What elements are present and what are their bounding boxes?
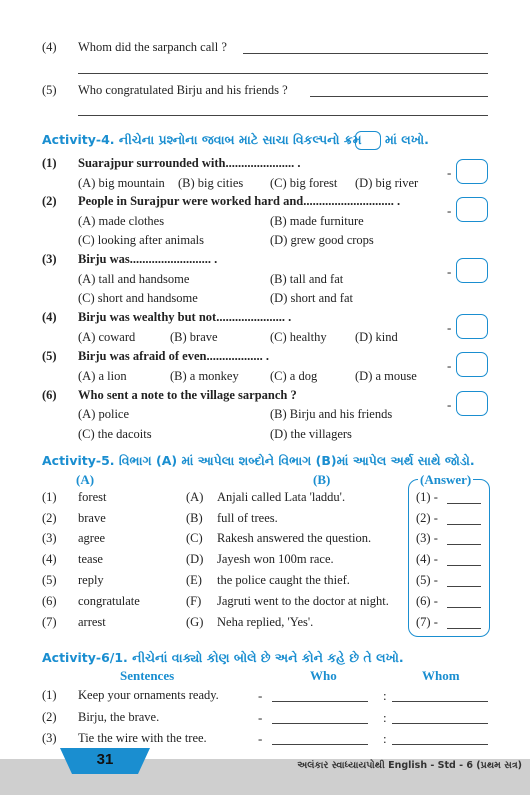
word: congratulate [78, 594, 140, 608]
sentence: Keep your ornaments ready. [78, 688, 219, 702]
word: brave [78, 511, 106, 525]
question-number: (1) [42, 156, 57, 170]
question-text: Suarajpur surrounded with...................... . [78, 156, 301, 170]
answer-label: (1) - [416, 490, 438, 504]
meaning: the police caught the thief. [217, 573, 350, 587]
sentence: Birju, the brave. [78, 710, 160, 724]
question-text: Birju was afraid of even.................. . [78, 349, 269, 363]
dash: - [258, 688, 263, 703]
whom-blank[interactable] [392, 744, 488, 745]
row-number: (2) [42, 710, 57, 724]
answer-blank[interactable] [447, 524, 481, 525]
colon: : [383, 710, 387, 725]
answer-label: (4) - [416, 552, 438, 566]
dash: - [258, 731, 263, 746]
word: agree [78, 531, 106, 545]
option[interactable]: (A) tall and handsome [78, 272, 190, 286]
answer-label: (2) - [416, 511, 438, 525]
row-number: (5) [42, 573, 57, 587]
question-number: (5) [42, 349, 57, 363]
answer-line[interactable] [243, 53, 488, 54]
answer-column-header: (Answer) [420, 472, 472, 487]
question-text: Who sent a note to the village sarpanch ? [78, 388, 297, 402]
activity-5-title: Activity-5. વિભાગ (A) માં આપેલા શબ્દોને વિભાગ (B)માં આપેલ અર્થ સાથે જોડો. [42, 453, 475, 468]
row-number: (4) [42, 552, 57, 566]
answer-box-icon [355, 131, 381, 150]
question-number: (4) [42, 40, 57, 54]
option[interactable]: (B) made furniture [270, 214, 364, 228]
option[interactable]: (A) coward [78, 330, 136, 344]
answer-blank[interactable] [447, 503, 481, 504]
dash: - [447, 203, 452, 218]
meaning-letter: (G) [186, 615, 204, 629]
meaning: Jayesh won 100m race. [217, 552, 334, 566]
dash: - [447, 358, 452, 373]
row-number: (3) [42, 531, 57, 545]
option[interactable]: (C) short and handsome [78, 291, 198, 305]
word: arrest [78, 615, 106, 629]
question-text: Birju was wealthy but not...................... . [78, 310, 292, 324]
question-number: (4) [42, 310, 57, 324]
meaning: full of trees. [217, 511, 278, 525]
question-text: Birju was.......................... . [78, 252, 218, 266]
meaning-letter: (A) [186, 490, 204, 504]
option[interactable]: (A) a lion [78, 369, 127, 383]
dash: - [447, 165, 452, 180]
answer-blank[interactable] [447, 607, 481, 608]
meaning-letter: (E) [186, 573, 202, 587]
whom-header: Whom [422, 668, 460, 683]
colon: : [383, 731, 387, 746]
row-number: (3) [42, 731, 57, 745]
meaning: Jagruti went to the doctor at night. [217, 594, 389, 608]
meaning: Rakesh answered the question. [217, 531, 372, 545]
option[interactable]: (D) big river [355, 176, 419, 190]
column-a-header: (A) [76, 472, 95, 487]
meaning-letter: (B) [186, 511, 203, 525]
question-text: People in Surajpur were worked hard and............................. . [78, 194, 401, 208]
row-number: (6) [42, 594, 57, 608]
activity-4-title-suffix: માં લખો. [385, 132, 429, 147]
row-number: (1) [42, 490, 57, 504]
answer-blank[interactable] [447, 565, 481, 566]
answer-box[interactable] [456, 258, 488, 283]
word: reply [78, 573, 104, 587]
answer-blank[interactable] [447, 628, 481, 629]
option[interactable]: (C) the dacoits [78, 427, 152, 441]
question-number: (6) [42, 388, 57, 402]
who-blank[interactable] [272, 744, 368, 745]
answer-label: (6) - [416, 594, 438, 608]
answer-blank[interactable] [447, 586, 481, 587]
option[interactable]: (B) big cities [178, 176, 244, 190]
option[interactable]: (A) big mountain [78, 176, 165, 190]
answer-label: (7) - [416, 615, 438, 629]
word: tease [78, 552, 103, 566]
column-b-header: (B) [313, 472, 331, 487]
option[interactable]: (C) looking after animals [78, 233, 205, 247]
question-number: (3) [42, 252, 57, 266]
row-number: (7) [42, 615, 57, 629]
option[interactable]: (B) tall and fat [270, 272, 344, 286]
answer-line[interactable] [78, 73, 488, 74]
option[interactable]: (D) a mouse [355, 369, 417, 383]
whom-blank[interactable] [392, 723, 488, 724]
option[interactable]: (C) healthy [270, 330, 327, 344]
option[interactable]: (D) kind [355, 330, 398, 344]
option[interactable]: (B) a monkey [170, 369, 239, 383]
who-blank[interactable] [272, 701, 368, 702]
option[interactable]: (A) police [78, 407, 130, 421]
activity-4-title: Activity-4. નીચેના પ્રશ્નોના જવાબ માટે સાચા વિકલ્પનો ક્રમ [42, 132, 362, 147]
answer-line[interactable] [310, 96, 488, 97]
option[interactable]: (C) a dog [270, 369, 318, 383]
question-number: (2) [42, 194, 57, 208]
option[interactable]: (C) big forest [270, 176, 338, 190]
question-text: Whom did the sarpanch call ? [78, 40, 227, 54]
row-number: (1) [42, 688, 57, 702]
option[interactable]: (B) brave [170, 330, 218, 344]
answer-box[interactable] [456, 391, 488, 416]
meaning-letter: (F) [186, 594, 202, 608]
answer-label: (5) - [416, 573, 438, 587]
answer-blank[interactable] [447, 544, 481, 545]
meaning: Anjali called Lata 'laddu'. [217, 490, 346, 504]
option[interactable]: (D) short and fat [270, 291, 353, 305]
dash: - [258, 710, 263, 725]
whom-blank[interactable] [392, 701, 488, 702]
sentences-header: Sentences [120, 668, 175, 683]
answer-box[interactable] [456, 352, 488, 377]
row-number: (2) [42, 511, 57, 525]
dash: - [447, 264, 452, 279]
who-blank[interactable] [272, 723, 368, 724]
dash: - [447, 397, 452, 412]
who-header: Who [310, 668, 337, 683]
answer-line[interactable] [78, 115, 488, 116]
dash: - [447, 320, 452, 335]
answer-box[interactable] [456, 197, 488, 222]
question-number: (5) [42, 83, 57, 97]
option[interactable]: (D) grew good crops [270, 233, 374, 247]
meaning-letter: (C) [186, 531, 203, 545]
answer-label: (3) - [416, 531, 438, 545]
answer-box[interactable] [456, 159, 488, 184]
meaning: Neha replied, 'Yes'. [217, 615, 314, 629]
option[interactable]: (D) the villagers [270, 427, 352, 441]
sentence: Tie the wire with the tree. [78, 731, 207, 745]
question-text: Who congratulated Birju and his friends ? [78, 83, 288, 97]
page-number: 31 [96, 751, 114, 768]
activity-6-title: Activity-6/1. નીચેનાં વાક્યો કોણ બોલે છે અને કોને કહે છે તે લખો. [42, 650, 404, 665]
answer-box[interactable] [456, 314, 488, 339]
word: forest [78, 490, 107, 504]
colon: : [383, 688, 387, 703]
book-title: અલંકાર સ્વાધ્યાયપોથી English - Std - 6 (પ્રથમ સત્ર) [297, 760, 522, 771]
option[interactable]: (B) Birju and his friends [270, 407, 393, 421]
meaning-letter: (D) [186, 552, 204, 566]
option[interactable]: (A) made clothes [78, 214, 165, 228]
